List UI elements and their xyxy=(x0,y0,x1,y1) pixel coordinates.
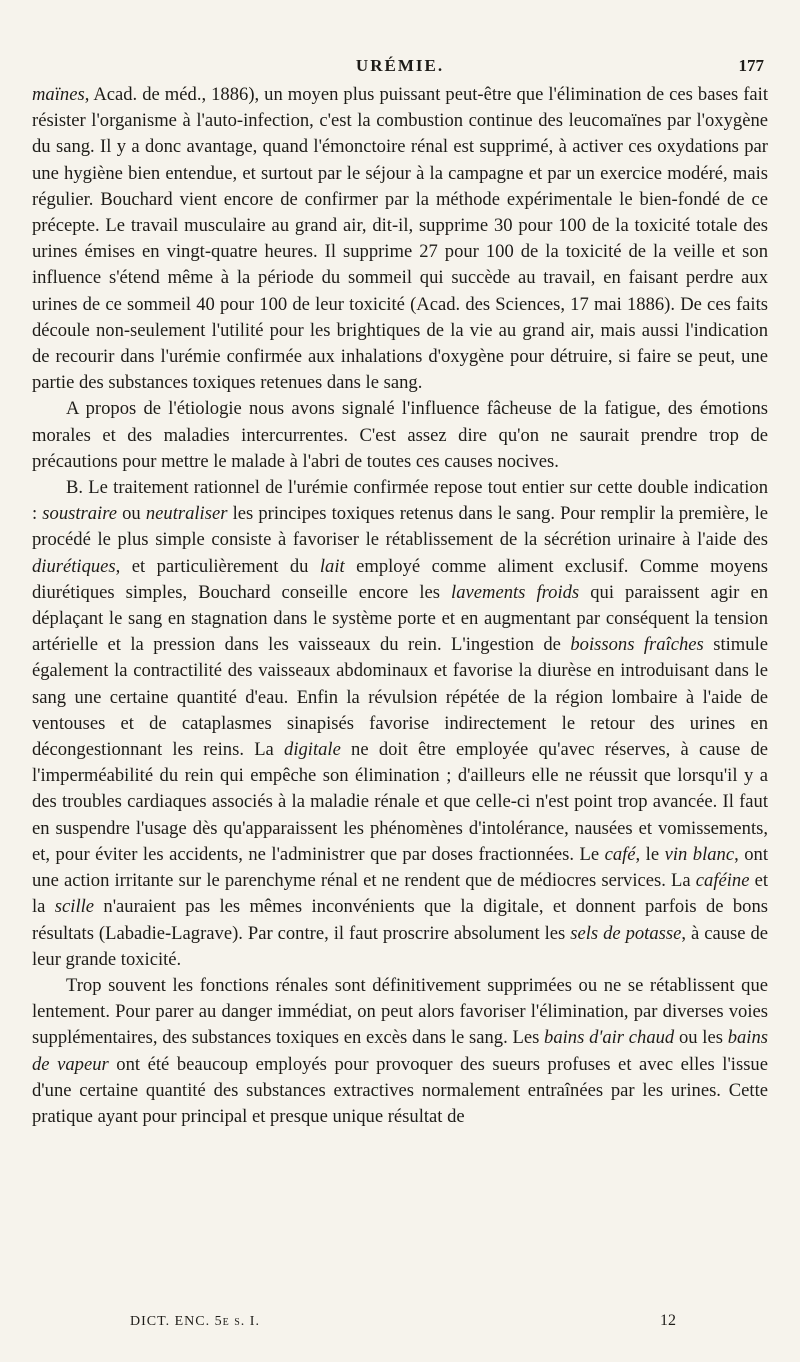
italic-term: diurétiques xyxy=(32,555,116,577)
text-run: les principes toxiques retenus dans le sang. Pour remplir la première, le procédé le plus simple consiste à favoriser le rétablissement de la sécrétion urinaire à l'aide des xyxy=(32,503,768,551)
paragraph-2 xyxy=(32,396,768,475)
italic-term: sels de potasse xyxy=(570,922,682,944)
text-run: et la xyxy=(32,870,768,918)
text-run: , Acad. de méd., 1886), un moyen plus puissant peut-être que l'élimination de ces bases fait résister l'organisme à l'auto-infection, c'est la combustion continue des leucomaïnes par l'oxygène du sang. Il y a donc avantage, quand l'émonctoire rénal est supprimé, à activer ces oxydations par une hygiène bien entendue, et surtout par le séjour à la campagne et par un exercice modéré, mais régulier. Bouchard vient encore de confirmer par la méthode expérimentale le bien-fondé de ce précepte. Le travail musculaire au grand air, dit-il, supprime 30 pour 100 de la toxicité totale des urines émises en vingt-quatre heures. Il supprime 27 pour 100 de la toxicité de la veille et son influence s'étend même à la période du sommeil qui succède au travail, en faisant perdre aux urines de ce sommeil 40 pour 100 de leur toxicité (Acad. des Sciences, 17 mai 1886). De ces faits découle non-seulement l'utilité pour les brightiques de la vie au grand air, mais aussi l'indication de recourir dans l'urémie confirmée aux inhalations d'oxygène pour détruire, si faire se peut, une partie des substances toxiques retenues dans le sang. xyxy=(32,84,768,394)
text-run: ou xyxy=(117,503,146,525)
paragraph-3 xyxy=(32,475,768,973)
italic-term: scille xyxy=(54,896,95,918)
text-run: B. Le traitement rationnel de l'urémie confirmée repose tout entier sur cette double indication : xyxy=(32,477,768,525)
text-run: n'auraient pas les mêmes inconvénients que la digitale, et donnent parfois de bons résultats (Labadie-Lagrave). Par contre, il faut proscrire absolument les xyxy=(32,896,769,944)
italic-term: boissons fraîches xyxy=(570,634,704,656)
text-run: Trop souvent les fonctions rénales sont définitivement supprimées ou ne se rétablissent que lentement. Pour parer au danger immédiat, on peut alors favoriser l'élimination, par diverses voies supplémentaires, des substances toxiques en excès dans le sang. Les xyxy=(32,974,768,1049)
page-footer xyxy=(32,1310,768,1334)
text-run: employé comme aliment exclusif. Comme moyens diurétiques simples, Bouchard conseille encore les xyxy=(32,555,768,603)
body-text xyxy=(32,82,768,1130)
text-run: , à cause de leur grande toxicité. xyxy=(32,922,769,970)
sheet-number: 12 xyxy=(660,1312,676,1329)
italic-term: maïnes xyxy=(32,84,85,105)
page-number: 177 xyxy=(738,56,764,75)
paragraph-1 xyxy=(32,82,768,396)
text-run: ne doit être employée qu'avec réserves, à cause de l'imperméabilité du rein qui empêche son élimination ; d'ailleurs elle ne réussit que lorsqu'il y a des troubles cardiaques associés à la maladie rénale et que celle-ci n'est point trop avancée. Il faut en suspendre l'usage dès qu'apparaissent les phénomènes d'intolérance, nausées et vomissements, et, pour éviter les accidents, ne l'administrer que par doses fractionnées. Le xyxy=(32,739,768,865)
italic-term: bains d'air chaud xyxy=(544,1027,675,1049)
italic-term: bains de vapeur xyxy=(32,1027,768,1075)
text-run: ont été beaucoup employés pour provoquer des sueurs profuses et avec elles l'issue d'une certaine quantité des substances extractives normalement entraînées par les urines. Cette pratique ayant pour principal et presque unique résultat de xyxy=(32,1053,768,1127)
text-run: qui paraissent agir en déplaçant le sang en stagnation dans le système porte et en augmentant par conséquent la tension artérielle et la pression dans les vaisseaux du rein. L'ingestion de xyxy=(32,581,768,656)
italic-term: neutraliser xyxy=(145,503,228,525)
running-title: URÉMIE. xyxy=(355,56,445,75)
paragraph-4 xyxy=(32,973,768,1130)
text-run: , le xyxy=(635,843,665,865)
italic-term: caféine xyxy=(695,870,750,892)
signature-mark: DICT. ENC. 5e s. I. xyxy=(130,1314,260,1329)
italic-term: digitale xyxy=(284,739,341,761)
italic-term: vin blanc xyxy=(664,843,735,865)
text-run: stimule également la contractilité des vaisseaux abdominaux et favorise la diurèse en introduisant dans le sang une certaine quantité d'eau. Enfin la révulsion répétée de la région lombaire à l'aide de ventouses et de cataplasmes sinapisés favorise indirectement le retour des urines en décongestionnant les reins. La xyxy=(32,634,768,761)
text-run: A propos de l'étiologie nous avons signalé l'influence fâcheuse de la fatigue, des émotions morales et des maladies intercurrentes. C'est assez dire qu'on ne saurait prendre trop de précautions pour mettre le malade à l'abri de toutes ces causes nocives. xyxy=(32,398,768,472)
italic-term: soustraire xyxy=(42,503,118,525)
italic-term: lait xyxy=(319,555,345,577)
running-head xyxy=(32,48,768,82)
italic-term: café xyxy=(604,843,636,865)
text-run: , ont une action irritante sur le parenchyme rénal et ne rendent que de médiocres services. La xyxy=(32,843,768,892)
italic-term: lavements froids xyxy=(451,581,580,603)
book-page xyxy=(32,48,768,1338)
text-run: , et particulièrement du xyxy=(115,555,320,577)
text-run: ou les xyxy=(674,1027,728,1049)
